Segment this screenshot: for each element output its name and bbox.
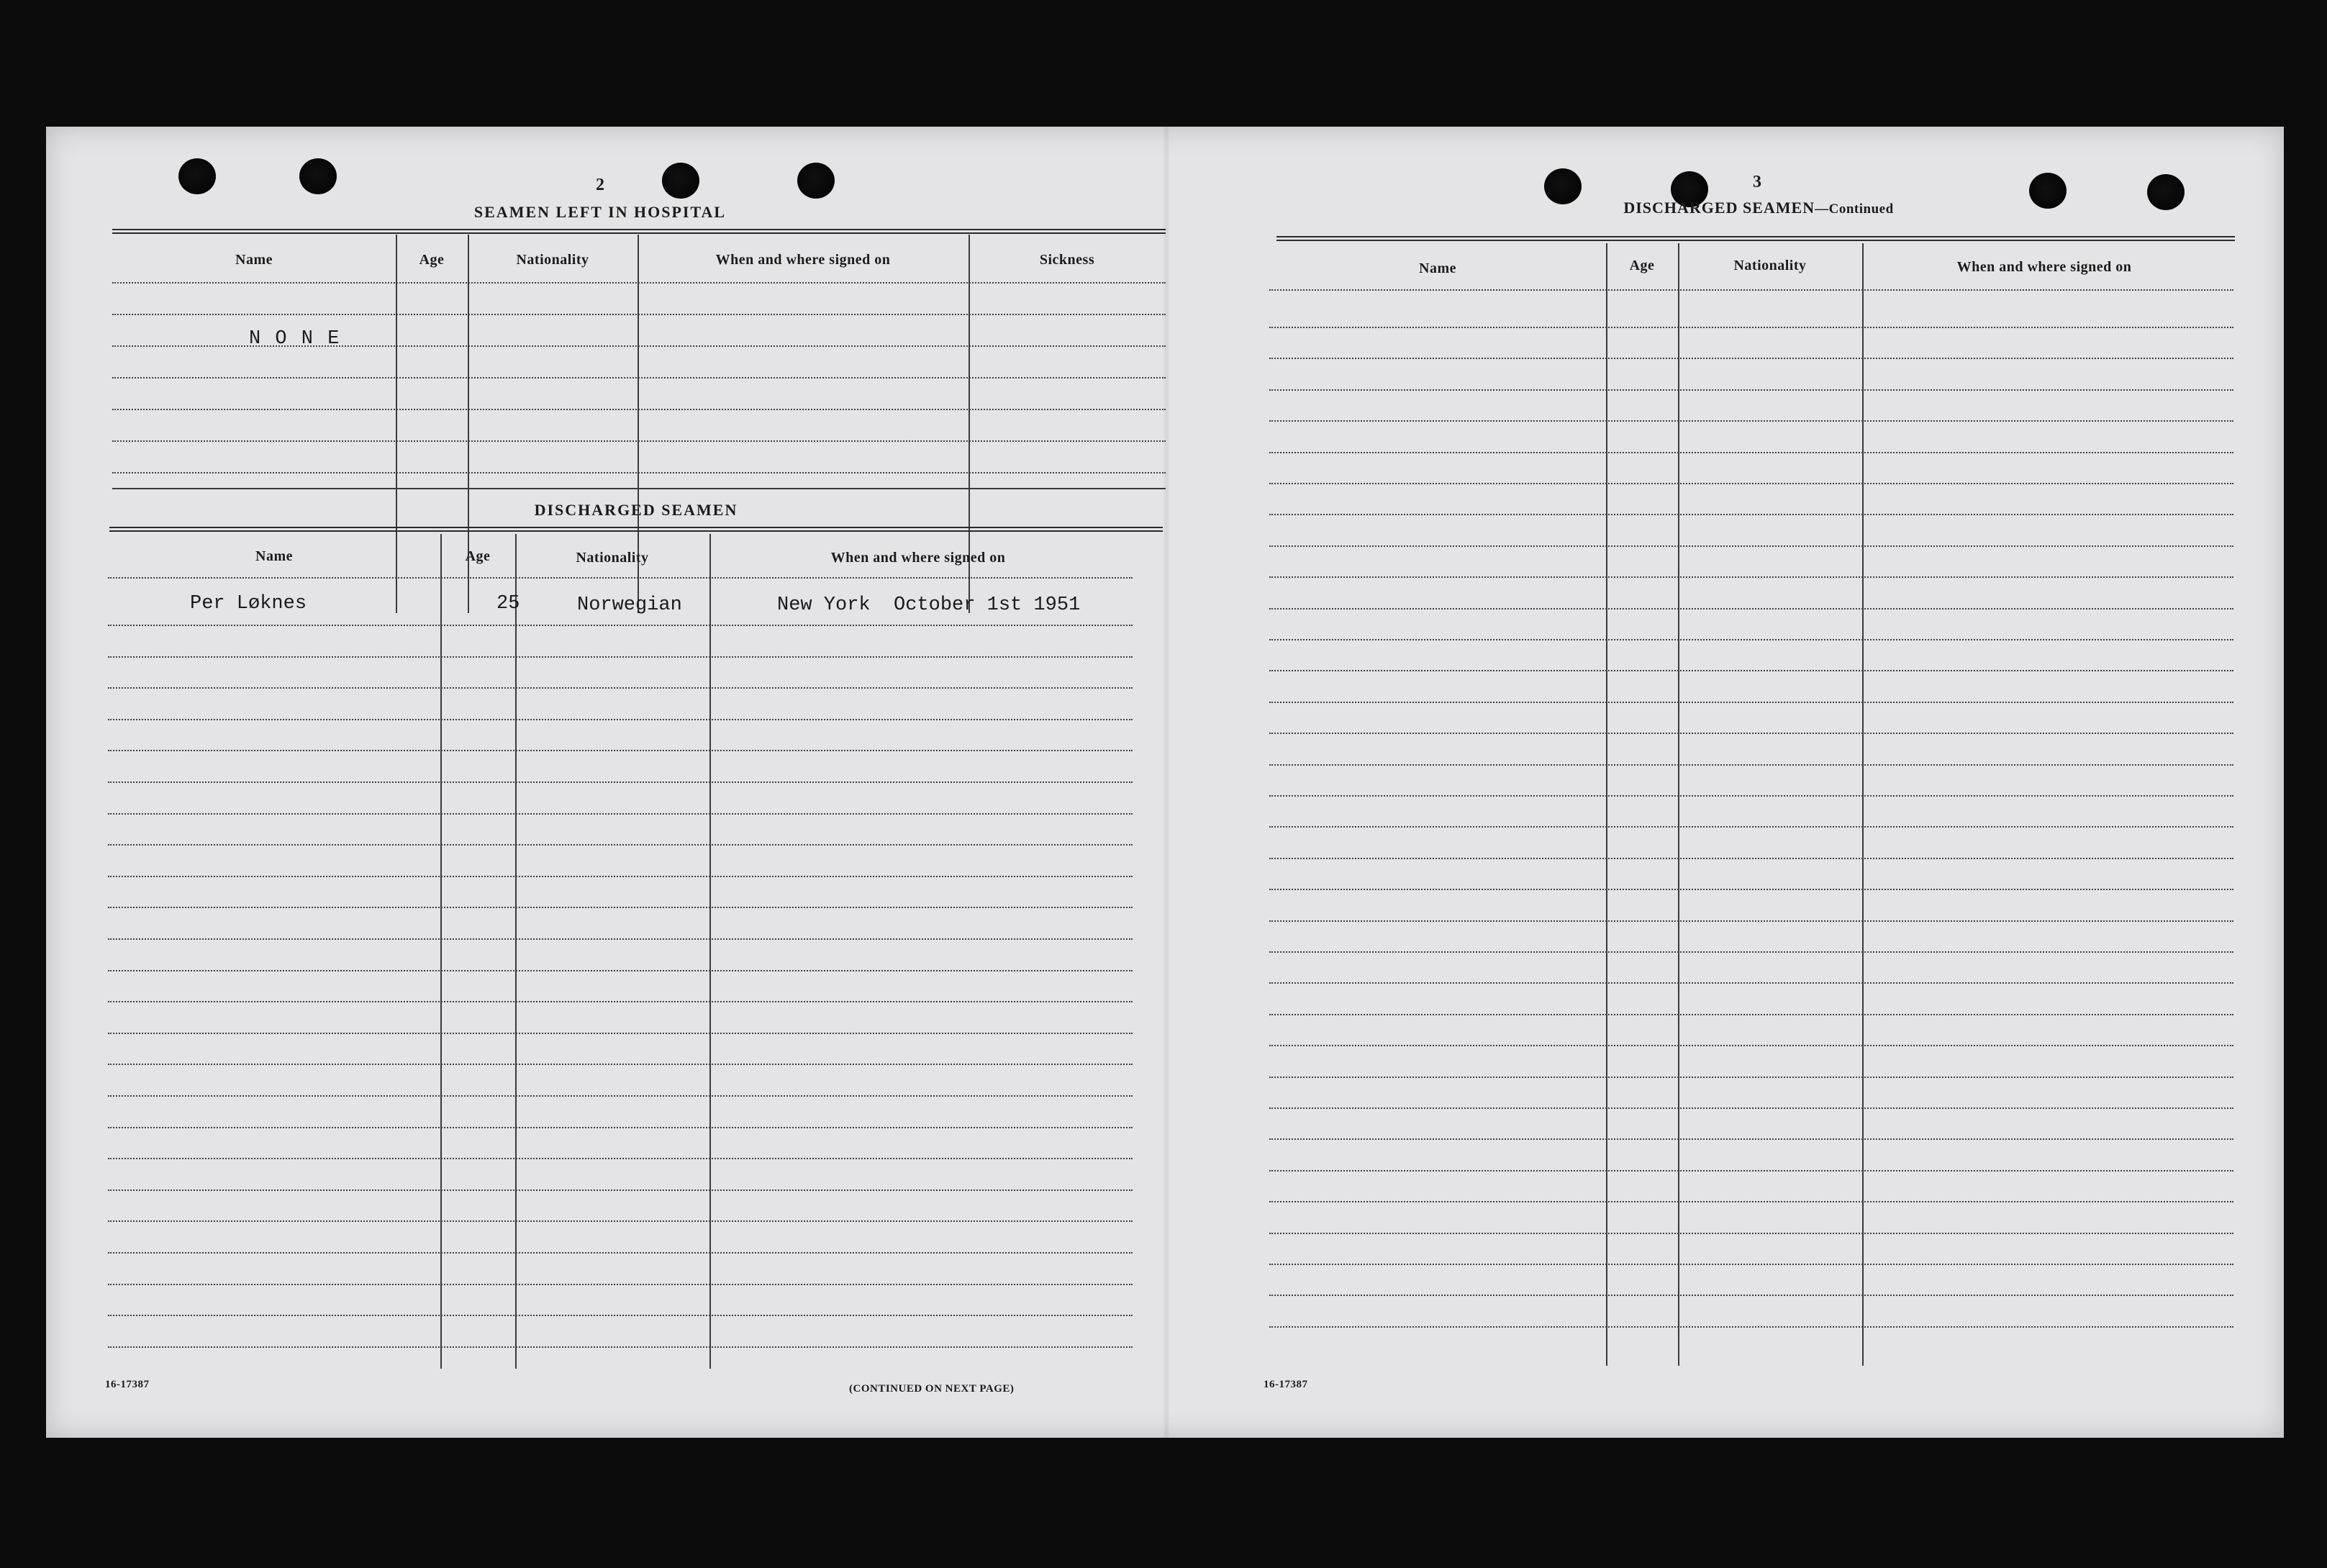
ledger-row-line: [1269, 545, 2233, 547]
ledger-row-line: [1269, 1170, 2233, 1172]
ledger-row-line: [1269, 576, 2233, 578]
left-page-number: 2: [596, 176, 604, 194]
hospital-col-signed-on: When and where signed on: [715, 252, 891, 268]
ledger-row-line: [108, 1127, 1133, 1128]
hospital-row-line: [112, 409, 1166, 410]
ledger-row-line: [1269, 733, 2233, 734]
ledger-row-line: [108, 1252, 1133, 1254]
hospital-row-line: [112, 440, 1166, 442]
ledger-row-line: [108, 1158, 1133, 1159]
ledger-row-line: [108, 1189, 1133, 1191]
ledger-row-line: [108, 1095, 1133, 1097]
discharged-row-name: Per Løknes: [190, 593, 307, 615]
ledger-row-line: [108, 876, 1133, 877]
ledger-row-line: [1269, 327, 2233, 328]
ledger-row-line: [1269, 1295, 2233, 1296]
discharged-row-signed-on: New York October 1st 1951: [777, 594, 1081, 616]
right-col-nationality: Nationality: [1733, 258, 1807, 273]
ledger-row-line: [1269, 951, 2233, 953]
right-section-title: [1514, 199, 2003, 217]
ledger-row-line: [1269, 702, 2233, 703]
discharged-row-nationality: Norwegian: [577, 594, 682, 616]
ledger-row-line: [1269, 608, 2233, 609]
left-form-number: 16-17387: [105, 1379, 150, 1390]
right-vline-1: [1606, 243, 1607, 1366]
discharged-vline-1: [440, 534, 442, 1369]
right-page-number: 3: [1753, 173, 1761, 191]
ledger-row-line: [108, 1064, 1133, 1065]
ledger-row-line: [1269, 639, 2233, 640]
ledger-row-line: [108, 1001, 1133, 1002]
punch-hole-left-1: [178, 158, 216, 194]
hospital-row-line: [112, 314, 1166, 315]
ledger-row-line: [1269, 1264, 2233, 1265]
discharged-col-name: Name: [255, 548, 293, 564]
discharged-vline-3: [709, 534, 711, 1369]
right-vline-3: [1862, 243, 1864, 1366]
hospital-section-title: SEAMEN LEFT IN HOSPITAL: [473, 203, 727, 221]
ledger-row-line: [108, 1220, 1133, 1222]
ledger-row-line: [1269, 1233, 2233, 1234]
ledger-row-line: [108, 719, 1133, 720]
ledger-row-line: [1269, 514, 2233, 515]
ledger-row-line: [1269, 452, 2233, 453]
ledger-row-line: [108, 813, 1133, 815]
ledger-row-line: [108, 1346, 1133, 1348]
ledger-row-line: [108, 1033, 1133, 1034]
ledger-row-line: [1269, 358, 2233, 359]
ledger-row-line: [1269, 826, 2233, 828]
hospital-none-entry: N O N E: [249, 328, 341, 350]
ledger-row-line: [1269, 389, 2233, 391]
right-title-text: DISCHARGED SEAMEN: [1623, 199, 1815, 217]
discharged-section-title: DISCHARGED SEAMEN: [534, 501, 738, 519]
ledger-sheet: [46, 127, 2284, 1438]
discharged-row-age: 25: [496, 593, 520, 615]
ledger-row-line: [108, 938, 1133, 940]
right-col-age: Age: [1629, 258, 1655, 273]
hospital-top-rule: [112, 229, 1166, 234]
ledger-row-line: [108, 1315, 1133, 1316]
hospital-col-sickness: Sickness: [1039, 252, 1095, 268]
ledger-row-line: [1269, 982, 2233, 984]
ledger-row-line: [1269, 920, 2233, 922]
ledger-row-line: [108, 970, 1133, 971]
hospital-row-line: [112, 472, 1166, 473]
punch-hole-left-2: [299, 158, 337, 194]
ledger-row-line: [1269, 1107, 2233, 1109]
discharged-table: [108, 534, 1161, 1376]
ledger-row-line: [108, 907, 1133, 908]
ledger-row-line: [1269, 1201, 2233, 1202]
ledger-row-line: [1269, 889, 2233, 890]
punch-hole-left-3: [662, 163, 699, 199]
right-vline-2: [1678, 243, 1679, 1366]
discharged-col-nationality: Nationality: [576, 550, 649, 566]
ledger-row-line: [1269, 1138, 2233, 1140]
ledger-row-line: [1269, 1014, 2233, 1015]
right-top-rule: [1276, 236, 2235, 241]
continued-note: (CONTINUED ON NEXT PAGE): [849, 1383, 1015, 1395]
ledger-row-line: [1269, 670, 2233, 671]
ledger-row-line: [108, 1284, 1133, 1285]
discharged-col-signed-on: When and where signed on: [830, 550, 1006, 566]
right-col-signed-on: When and where signed on: [1956, 259, 2132, 275]
discharged-vline-2: [515, 534, 517, 1369]
hospital-row-line: [112, 282, 1166, 284]
ledger-row-line: [1269, 858, 2233, 859]
discharged-top-rule: [109, 527, 1163, 532]
ledger-row-line: [108, 750, 1133, 751]
ledger-row-line: [108, 687, 1133, 689]
ledger-row-line: [108, 656, 1133, 658]
ledger-row-line: [108, 625, 1133, 626]
hospital-col-name: Name: [235, 252, 273, 268]
right-form-number: 16-17387: [1264, 1379, 1308, 1390]
ledger-row-line: [1269, 764, 2233, 766]
ledger-row-line: [1269, 483, 2233, 484]
right-col-name: Name: [1419, 260, 1456, 276]
discharged-header-line: [108, 577, 1133, 579]
ledger-row-line: [1269, 1045, 2233, 1046]
discharged-col-age: Age: [465, 548, 491, 564]
ledger-row-line: [108, 844, 1133, 846]
punch-hole-right-4: [2147, 174, 2185, 210]
right-discharged-table: [1269, 243, 2233, 1380]
punch-hole-left-4: [797, 163, 835, 199]
right-header-line: [1269, 289, 2233, 291]
ledger-row-line: [1269, 420, 2233, 422]
hospital-row-line: [112, 377, 1166, 379]
ledger-row-line: [1269, 795, 2233, 797]
right-title-suffix: —Continued: [1815, 201, 1894, 217]
ledger-row-line: [108, 781, 1133, 783]
hospital-col-age: Age: [419, 252, 445, 268]
ledger-row-line: [1269, 1077, 2233, 1078]
hospital-bottom-line: [112, 488, 1166, 489]
ledger-row-line: [1269, 1326, 2233, 1328]
hospital-col-nationality: Nationality: [516, 252, 589, 268]
punch-hole-right-3: [2029, 173, 2067, 209]
